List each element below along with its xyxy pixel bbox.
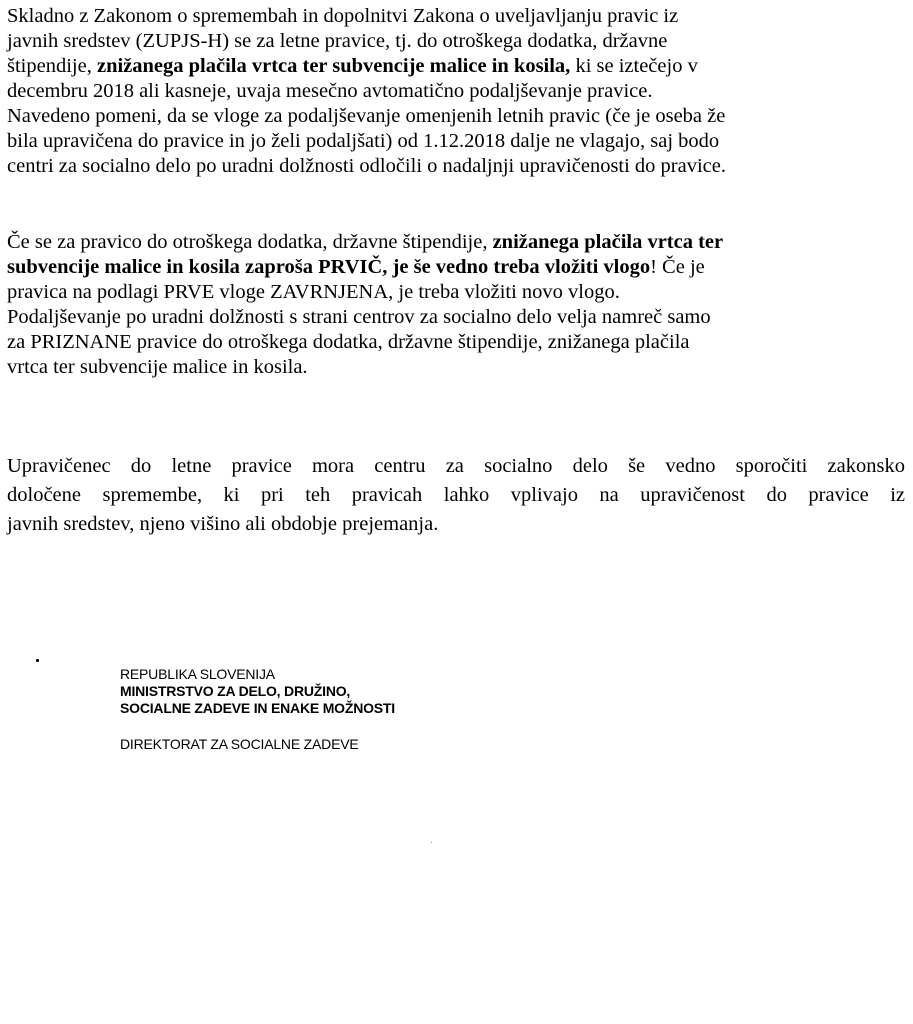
bullet-dot-icon [36, 659, 39, 662]
bold-text-run: znižanega plačila vrtca ter [492, 231, 724, 253]
paragraph-line: decembru 2018 ali kasneje, uvaja mesečno avtomatično podaljševanje pravice. [7, 80, 653, 102]
ministry-name-line: SOCIALNE ZADEVE IN ENAKE MOŽNOSTI [120, 700, 395, 716]
paragraph-line: javnih sredstev (ZUPJS-H) se za letne pravice, tj. do otroškega dodatka, državne [7, 30, 668, 52]
paragraph-reporting-duty [7, 452, 905, 539]
paragraph-line: javnih sredstev, njeno višino ali obdobje prejemanja. [7, 513, 439, 535]
paragraph-first-application [7, 230, 723, 380]
paragraph-line: bila upravičena do pravice in jo želi podaljšati) od 1.12.2018 dalje ne vlagajo, saj bodo [7, 130, 720, 152]
bold-text-run: subvencije malice in kosila zaproša PRVIČ, je še vedno treba vložiti vlogo [7, 256, 651, 278]
ministry-name-line: MINISTRSTVO ZA DELO, DRUŽINO, [120, 683, 351, 699]
paragraph-line: določene spremembe, ki pri teh pravicah lahko vplivajo na upravičenost do pravice iz [7, 484, 905, 506]
text-run: štipendije, [7, 55, 97, 77]
ministry-signature-block [120, 666, 395, 753]
paragraph-line: Navedeno pomeni, da se vloge za podaljševanje omenjenih letnih pravic (če je oseba že [7, 105, 726, 127]
text-run: Če se za pravico do otroškega dodatka, državne štipendije, [7, 231, 493, 253]
paragraph-line [7, 230, 723, 255]
bold-text-run: znižanega plačila vrtca ter subvencije malice in kosila, [96, 55, 571, 77]
paragraph-line: vrtca ter subvencije malice in kosila. [7, 356, 308, 378]
paragraph-line: pravica na podlagi PRVE vloge ZAVRNJENA, je treba vložiti novo vlogo. [7, 281, 620, 303]
paragraph-automatic-extension [7, 4, 726, 179]
text-run: ki se iztečejo v [570, 55, 698, 77]
text-run: ! Če je [650, 256, 705, 278]
paragraph-line [7, 54, 726, 79]
paragraph-line: Podaljševanje po uradni dolžnosti s strani centrov za socialno delo velja namreč samo [7, 306, 711, 328]
scan-speck [431, 842, 432, 843]
paragraph-line: Skladno z Zakonom o spremembah in dopolnitvi Zakona o uveljavljanju pravic iz [7, 5, 679, 27]
paragraph-line: centri za socialno delo po uradni dolžnosti odločili o nadaljnji upravičenosti do pravice. [7, 155, 727, 177]
republic-name: REPUBLIKA SLOVENIJA [120, 666, 275, 682]
directorate-name: DIREKTORAT ZA SOCIALNE ZADEVE [120, 736, 359, 752]
paragraph-line: za PRIZNANE pravice do otroškega dodatka, državne štipendije, znižanega plačila [7, 331, 690, 353]
paragraph-line [7, 255, 723, 280]
paragraph-line: Upravičenec do letne pravice mora centru za socialno delo še vedno sporočiti zakonsko [7, 455, 905, 477]
